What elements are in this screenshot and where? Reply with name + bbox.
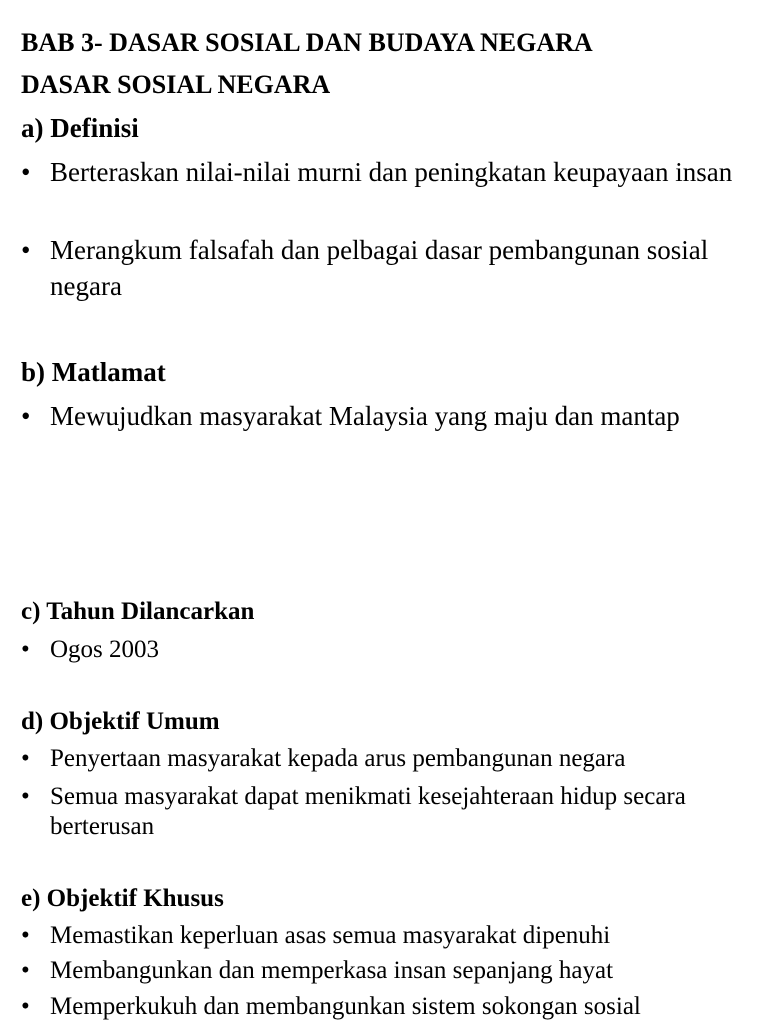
bullet-marker: • <box>21 745 30 772</box>
bullet-marker: • <box>21 993 30 1020</box>
list-item <box>21 782 761 842</box>
section-heading-tahun-dilancarkan: c) Tahun Dilancarkan <box>21 598 255 625</box>
section-heading-definisi: a) Definisi <box>21 113 139 143</box>
policy-title: DASAR SOSIAL NEGARA <box>21 70 331 99</box>
section-heading-objektif-umum: d) Objektif Umum <box>21 708 220 735</box>
bullet-marker: • <box>21 235 31 265</box>
list-item <box>21 398 761 434</box>
section-heading-objektif-khusus: e) Objektif Khusus <box>21 885 224 912</box>
list-item <box>21 921 761 951</box>
bullet-marker: • <box>21 783 30 810</box>
list-item-text: Memperkukuh dan membangunkan sistem sokongan sosial <box>50 993 641 1020</box>
list-item-text: Memastikan keperluan asas semua masyarakat dipenuhi <box>50 922 611 949</box>
list-item <box>21 956 761 986</box>
list-item <box>21 744 761 774</box>
list-item-text: Semua masyarakat dapat menikmati kesejahteraan hidup secara berterusan <box>50 783 686 840</box>
bullet-marker: • <box>21 636 30 663</box>
section-heading-matlamat: b) Matlamat <box>21 357 166 387</box>
list-item-text: Merangkum falsafah dan pelbagai dasar pembangunan sosial negara <box>50 235 709 301</box>
list-item-text: Berteraskan nilai-nilai murni dan peningkatan keupayaan insan <box>50 157 733 187</box>
bullet-marker: • <box>21 401 31 431</box>
list-item-text: Mewujudkan masyarakat Malaysia yang maju dan mantap <box>50 401 680 431</box>
chapter-title: BAB 3- DASAR SOSIAL DAN BUDAYA NEGARA <box>21 28 593 57</box>
list-item-text: Penyertaan masyarakat kepada arus pembangunan negara <box>50 745 626 772</box>
list-item <box>21 154 761 190</box>
bullet-marker: • <box>21 922 30 949</box>
list-item <box>21 635 761 665</box>
list-item-text: Membangunkan dan memperkasa insan sepanjang hayat <box>50 957 614 984</box>
list-item <box>21 232 761 304</box>
list-item <box>21 992 761 1022</box>
list-item-text: Ogos 2003 <box>50 636 160 663</box>
bullet-marker: • <box>21 157 31 187</box>
bullet-marker: • <box>21 957 30 984</box>
